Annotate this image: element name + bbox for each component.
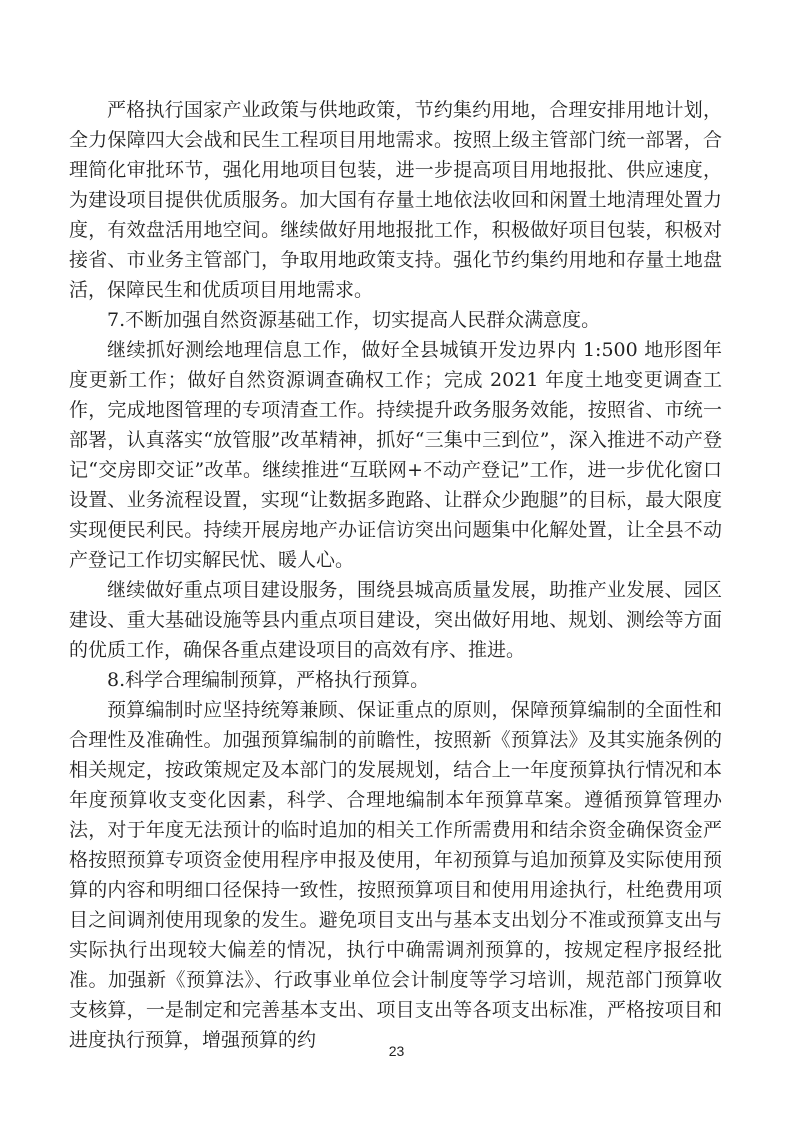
heading-natural-resources: 7.不断加强自然资源基础工作，切实提高人民群众满意度。 [107,309,601,331]
document-body [69,95,722,1055]
page-number: 23 [388,1043,405,1059]
paragraph-budget-compilation: 预算编制时应坚持统筹兼顾、保证重点的原则，保障预算编制的全面性和合理性及准确性。加强预算编制的前瞻性，按照新《预算法》及其实施条例的相关规定，按政策规定及本部门的发展规划，结合上一年度预算执行情况和本年度预算收支变化因素，科学、合理地编制本年预算草案。遵循预算管理办法，对于年度无法预计的临时追加的相关工作所需费用和结余资金确保资金严格按照预算专项资金使用程序申报及使用，年初预算与追加预算及实际使用预算的内容和明细口径保持一致性，按照预算项目和使用用途执行，杜绝费用项目之间调剂使用现象的发生。避免项目支出与基本支出划分不准或预算支出与实际执行出现较大偏差的情况，执行中确需调剂预算的，按规定程序报经批准。加强新《预算法》、行政事业单位会计制度等学习培训，规范部门预算收支核算，一是制定和完善基本支出、项目支出等各项支出标准，严格按项目和进度执行预算，增强预算的约 [69,699,722,1051]
paragraph-land-use-policy: 严格执行国家产业政策与供地政策，节约集约用地，合理安排用地计划，全力保障四大会战和民生工程项目用地需求。按照上级主管部门统一部署，合理简化审批环节，强化用地项目包装，进一步提高项目用地报批、供应速度，为建设项目提供优质服务。加大国有存量土地依法收回和闲置土地清理处置力度，有效盘活用地空间。继续做好用地报批工作，积极做好项目包装，积极对接省、市业务主管部门，争取用地政策支持。强化节约集约用地和存量土地盘活，保障民生和优质项目用地需求。 [69,99,722,301]
heading-budget: 8.科学合理编制预算，严格执行预算。 [107,669,430,691]
paragraph-surveying-registration: 继续抓好测绘地理信息工作，做好全县城镇开发边界内 1:500 地形图年度更新工作；做好自然资源调查确权工作；完成 2021 年度土地变更调查工作，完成地图管理的专项清查工作。持续提升政务服务效能，按照省、市统一部署，认真落实“放管服”改革精神，抓好“三集中三到位”，深入推进不动产登记“交房即交证”改革。继续推进“互联网+不动产登记”工作，进一步优化窗口设置、业务流程设置，实现“让数据多跑路、让群众少跑腿”的目标，最大限度实现便民利民。持续开展房地产办证信访突出问题集中化解处置，让全县不动产登记工作切实解民忧、暖人心。 [69,339,722,571]
paragraph-key-projects: 继续做好重点项目建设服务，围绕县城高质量发展，助推产业发展、园区建设、重大基础设施等县内重点项目建设，突出做好用地、规划、测绘等方面的优质工作，确保各重点建设项目的高效有序、推进。 [69,579,722,661]
